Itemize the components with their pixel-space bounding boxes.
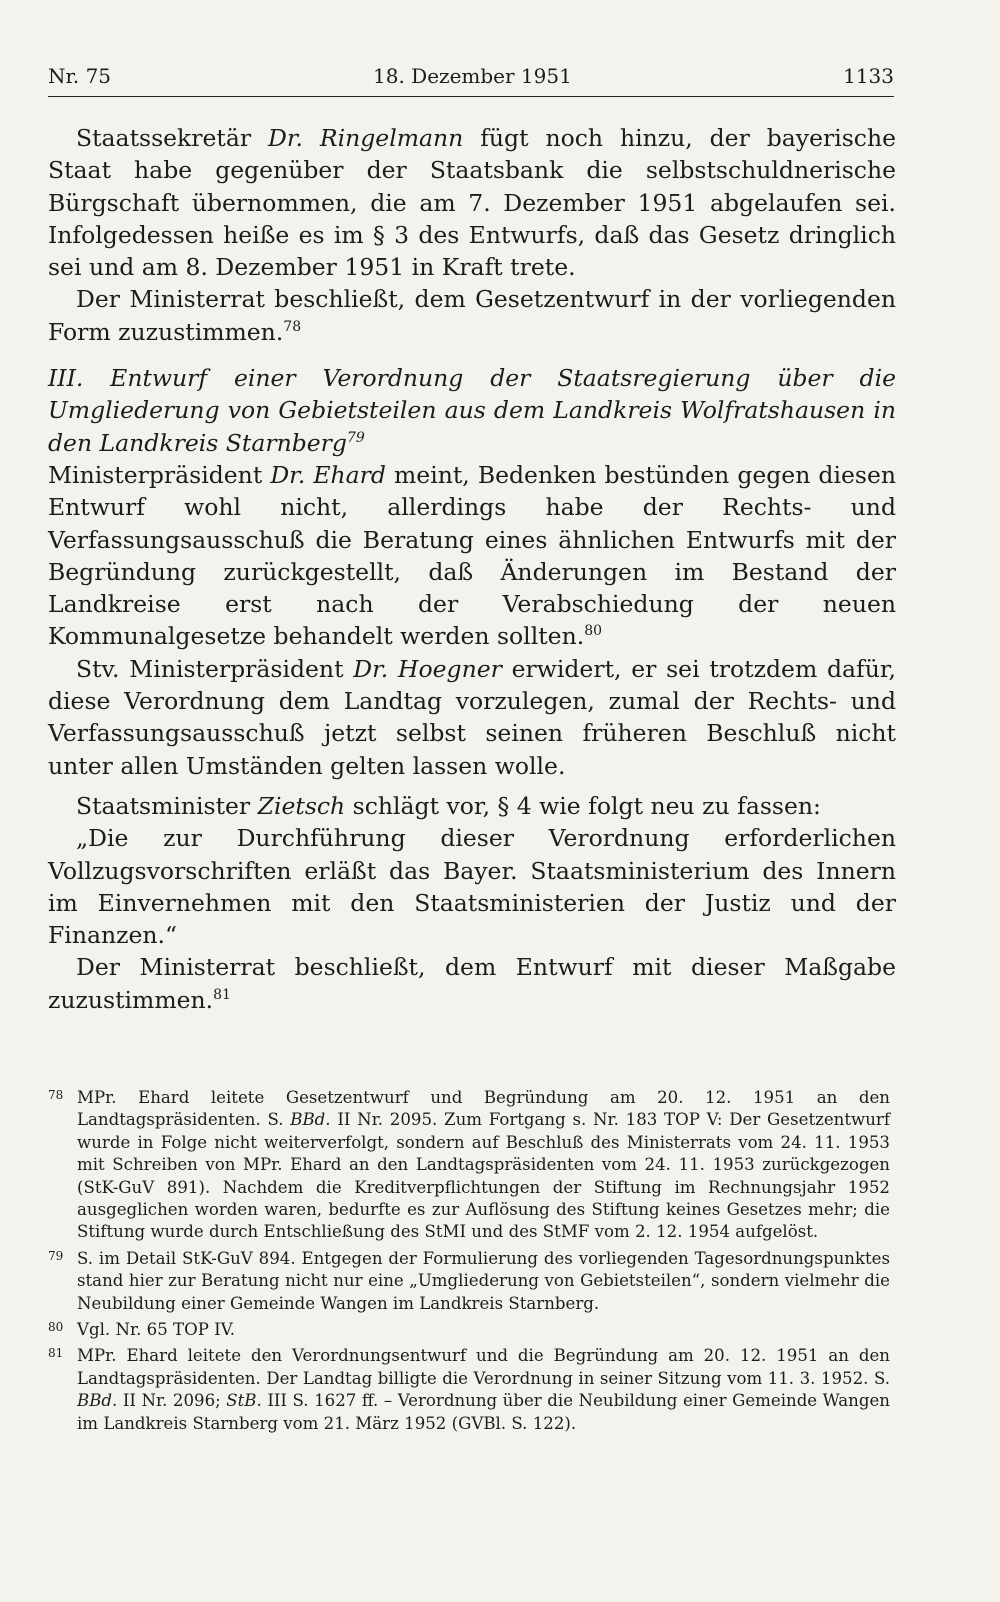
- page-number: 1133: [843, 64, 894, 88]
- paragraph-resolution-1: Der Ministerrat beschließt, dem Gesetzentwurf in der vorliegenden Form zuzustimmen.$^{78}$: [48, 285, 896, 346]
- header-rule: [48, 96, 894, 97]
- paragraph-quoted-text: „Die zur Durchführung dieser Verordnung erforderlichen Vollzugsvorschriften erläßt das Bayer. Staatsministerium des Innern im Einvernehmen mit den Staatsministerien der Justiz und der Finanzen.“: [48, 824, 896, 950]
- paragraph-ringelmann: Staatssekretär Dr. Ringelmann fügt noch hinzu, der bayerische Staat habe gegenüber der Staatsbank die selbstschuldnerische Bürgschaft übernommen, die am 7. Dezember 1951 abgelaufen sei. Infolgedessen heiße es im § 3 des Entwurfs, daß das Gesetz dringlich sei und am 8. Dezember 1951 in Kraft trete.: [48, 124, 896, 282]
- speaker-name: Dr. Hoegner: [353, 654, 502, 683]
- footnote-number: 79: [48, 1248, 64, 1263]
- footnote-78: 78 MPr. Ehard leitete Gesetzentwurf und Begründung am 20. 12. 1951 an den Landtagspräsidenten. S. BBd. II Nr. 2095. Zum Fortgang s. Nr. 183 TOP V: Der Gesetzentwurf wurde in Folge nicht weiterverfolgt, sondern auf Beschluß des Ministerrats vom 24. 11. 1953 mit Schreiben von MPr. Ehard an den Landtagspräsidenten vom 24. 11. 1953 zurückgezogen (StK-GuV 891). Nachdem die Kreditverpflichtungen der Stiftung im Rechnungsjahr 1952 ausgeglichen worden waren, bedurfte es zur Auflösung des Stiftung keines Gesetzes mehr; die Stiftung wurde durch Entschließung des StMI und des StMF vom 2. 12. 1954 aufgelöst.: [48, 1087, 890, 1244]
- main-text: [48, 122, 896, 1016]
- footnote-79: 79 S. im Detail StK-GuV 894. Entgegen der Formulierung des vorliegenden Tagesordnungspunktes stand hier zur Beratung nicht nur eine „Umgliederung von Gebietsteilen“, sondern vielmehr die Neubildung einer Gemeinde Wangen im Landkreis Starnberg.: [48, 1248, 890, 1315]
- issue-number: Nr. 75: [48, 64, 112, 88]
- agenda-item-heading: III. Entwurf einer Verordnung der Staatsregierung über die Umgliederung von Gebietsteilen aus dem Landkreis Wolfratshausen in den Landkreis Starnberg$^{79}$: [48, 364, 896, 457]
- footnote-ref[interactable]: 78: [283, 318, 302, 335]
- footnote-ref[interactable]: 81: [213, 986, 231, 1003]
- footnotes: [48, 1087, 890, 1439]
- footnote-ref[interactable]: 79: [346, 429, 365, 446]
- footnote-number: 80: [48, 1320, 64, 1335]
- paragraph-zietsch: Staatsminister Zietsch schlägt vor, § 4 wie folgt neu zu fassen:: [76, 791, 821, 820]
- footnote-81: 81 MPr. Ehard leitete den Verordnungsentwurf und die Begründung am 20. 12. 1951 an den Landtagspräsidenten. Der Landtag billigte die Verordnung in seiner Sitzung vom 11. 3. 1952. S. BBd. II Nr. 2096; StB. III S. 1627 ff. – Verordnung über die Neubildung einer Gemeinde Wangen im Landkreis Starnberg vom 21. März 1952 (GVBl. S. 122).: [48, 1345, 890, 1435]
- footnote-number: 78: [48, 1088, 64, 1102]
- speaker-name: Dr. Ringelmann: [268, 124, 464, 152]
- paragraph-resolution-2: Der Ministerrat beschließt, dem Entwurf mit dieser Maßgabe zuzustimmen.$^{81}$: [48, 953, 896, 1014]
- speaker-name: Dr. Ehard: [270, 460, 386, 489]
- paragraph-ehard: Ministerpräsident Dr. Ehard meint, Bedenken bestünden gegen diesen Entwurf wohl nicht, allerdings habe der Rechts- und Verfassungsausschuß die Beratung eines ähnlichen Entwurfs mit der Begründung zurückgestellt, daß Änderungen im Bestand der Landkreise erst nach der Verabschiedung der neuen Kommunalgesetze behandelt werden sollten.$^{80}$: [48, 460, 896, 651]
- session-date: 18. Dezember 1951: [373, 64, 572, 88]
- footnote-80: 80 Vgl. Nr. 65 TOP IV.: [48, 1319, 890, 1341]
- footnote-ref[interactable]: 80: [584, 623, 603, 640]
- speaker-name: Zietsch: [257, 791, 346, 820]
- footnote-number: 81: [48, 1346, 64, 1361]
- paragraph-hoegner: Stv. Ministerpräsident Dr. Hoegner erwidert, er sei trotzdem dafür, diese Verordnung dem Landtag vorzulegen, zumal der Rechts- und Verfassungsausschuß jetzt selbst seinen früheren Beschluß nicht unter allen Umständen gelten lassen wolle.: [48, 654, 896, 780]
